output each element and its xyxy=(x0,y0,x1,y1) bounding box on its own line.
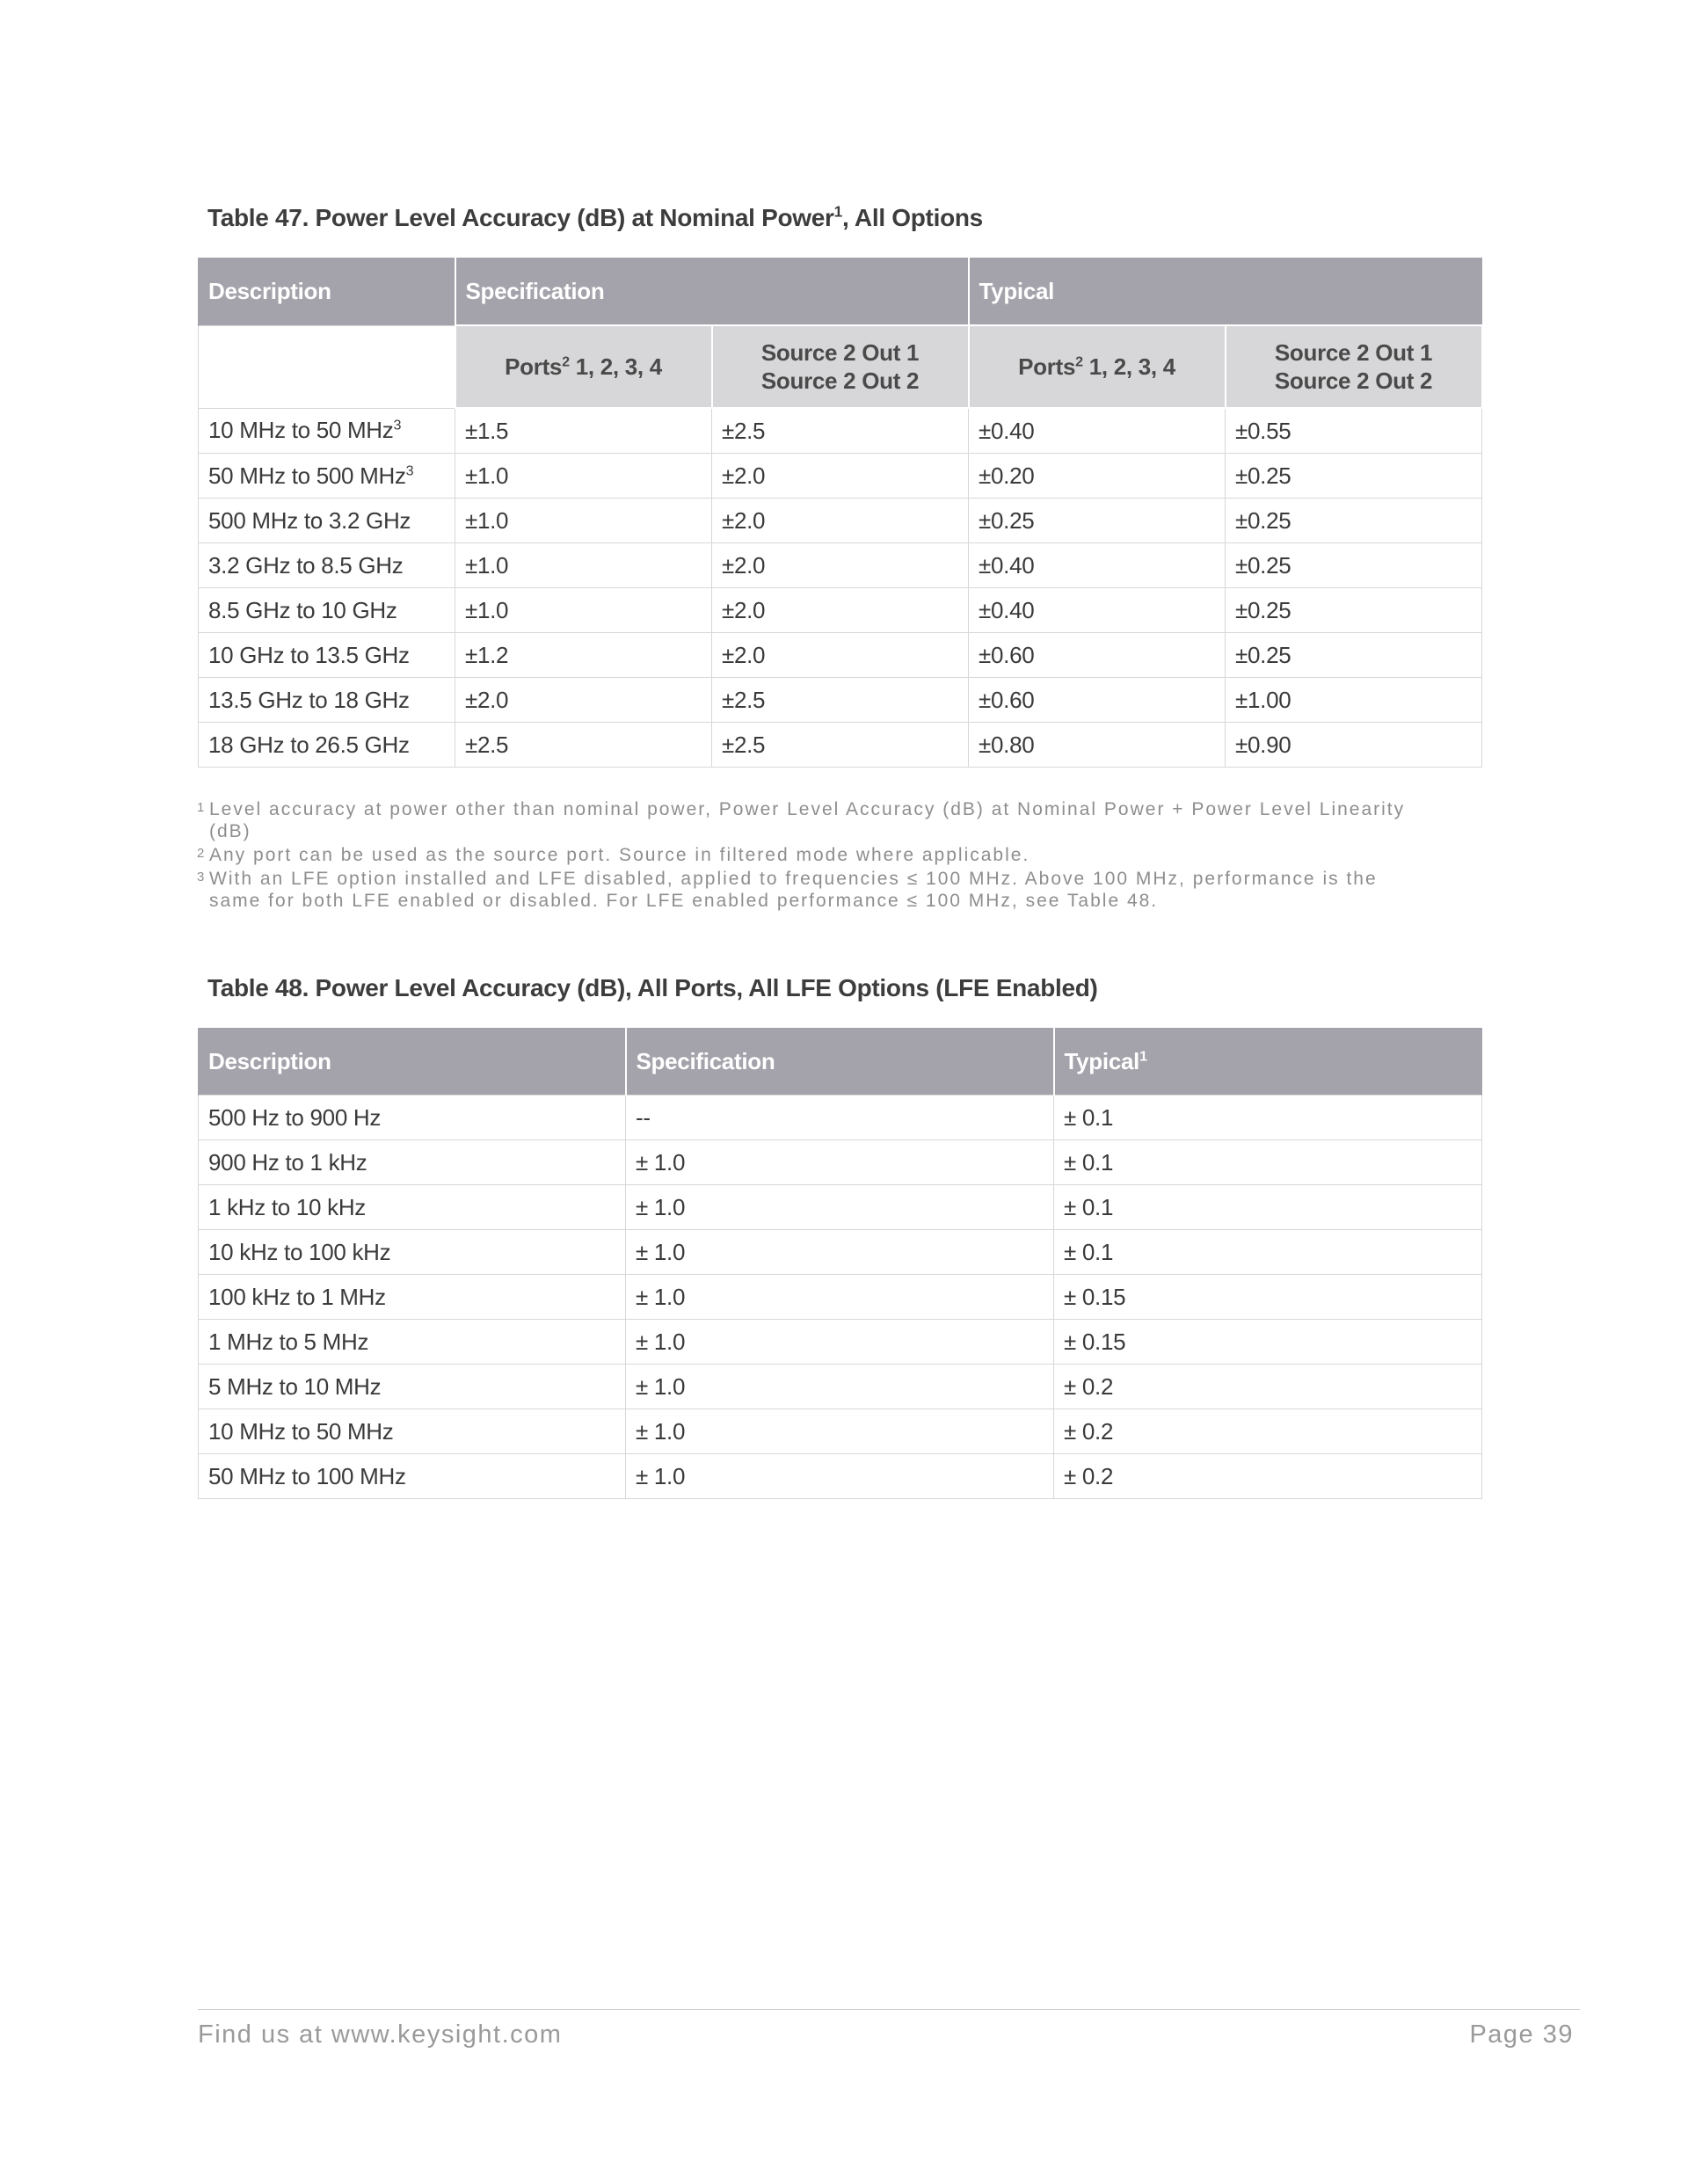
specification-cell: ± 1.0 xyxy=(626,1454,1054,1499)
source-line-2: Source 2 Out 2 xyxy=(1274,368,1433,394)
table-row xyxy=(199,1275,1482,1320)
description-cell: 50 MHz to 100 MHz xyxy=(199,1454,626,1499)
typ-ports-cell: ±0.60 xyxy=(969,633,1226,678)
spec-ports-cell: ±1.5 xyxy=(455,408,712,454)
spec-ports-cell: ±1.0 xyxy=(455,543,712,588)
footer-website-text: Find us at www.keysight.com xyxy=(198,2020,563,2049)
description-cell: 500 Hz to 900 Hz xyxy=(199,1096,626,1140)
typ-ports-cell: ±0.40 xyxy=(969,543,1226,588)
typ-source-cell: ±0.25 xyxy=(1226,588,1482,633)
specification-cell: ± 1.0 xyxy=(626,1320,1054,1365)
typical-cell: ± 0.1 xyxy=(1054,1140,1482,1185)
specification-cell: ± 1.0 xyxy=(626,1275,1054,1320)
description-cell: 900 Hz to 1 kHz xyxy=(199,1140,626,1185)
footnote-text: Level accuracy at power other than nominal power, Power Level Accuracy (dB) at Nominal Power + Power Level Linearity (dB) xyxy=(209,799,1406,841)
description-cell xyxy=(199,723,455,768)
table-row xyxy=(199,543,1482,588)
ports-numbers: 1, 2, 3, 4 xyxy=(569,353,662,380)
specification-cell: ± 1.0 xyxy=(626,1409,1054,1454)
typical-cell: ± 0.1 xyxy=(1054,1185,1482,1230)
typical-footnote-ref: 1 xyxy=(1139,1047,1147,1064)
footnote xyxy=(197,797,1410,842)
typ-source-cell: ±0.90 xyxy=(1226,723,1482,768)
typ-source-cell: ±0.25 xyxy=(1226,543,1482,588)
table-row xyxy=(199,588,1482,633)
footnote-mark: 1 xyxy=(197,800,205,815)
table-row xyxy=(199,499,1482,543)
footer-page-number: Page 39 xyxy=(1469,2020,1574,2049)
table-47-subheader-spec-ports xyxy=(455,325,712,408)
table-47-subheader-blank xyxy=(199,325,455,408)
typ-source-cell: ±1.00 xyxy=(1226,678,1482,723)
source-line-1: Source 2 Out 1 xyxy=(760,339,920,366)
specification-cell: ± 1.0 xyxy=(626,1140,1054,1185)
table-47-title xyxy=(207,204,983,232)
specification-cell: ± 1.0 xyxy=(626,1185,1054,1230)
footnote-text: Any port can be used as the source port. Source in filtered mode where applicable. xyxy=(209,845,1030,865)
typical-cell: ± 0.15 xyxy=(1054,1275,1482,1320)
typ-source-cell: ±0.25 xyxy=(1226,633,1482,678)
description-cell xyxy=(199,499,455,543)
spec-source-cell: ±2.5 xyxy=(712,723,969,768)
typ-ports-cell: ±0.20 xyxy=(969,454,1226,499)
table-row xyxy=(199,408,1482,454)
table-row xyxy=(199,678,1482,723)
description-text: 8.5 GHz to 10 GHz xyxy=(208,596,397,623)
typical-cell: ± 0.1 xyxy=(1054,1096,1482,1140)
description-cell: 10 MHz to 50 MHz xyxy=(199,1409,626,1454)
typical-cell: ± 0.1 xyxy=(1054,1230,1482,1275)
table-row xyxy=(199,1185,1482,1230)
description-cell xyxy=(199,454,455,499)
table-48-body xyxy=(199,1096,1482,1499)
typ-ports-cell: ±0.40 xyxy=(969,408,1226,454)
spec-ports-cell: ±1.0 xyxy=(455,454,712,499)
table-row xyxy=(199,1320,1482,1365)
spec-source-cell: ±2.0 xyxy=(712,633,969,678)
footnote xyxy=(197,842,1410,866)
typ-ports-cell: ±0.80 xyxy=(969,723,1226,768)
table-47-subheader-typ-ports xyxy=(969,325,1226,408)
table-48-header-typical xyxy=(1054,1028,1482,1096)
typical-cell: ± 0.2 xyxy=(1054,1409,1482,1454)
specification-cell: -- xyxy=(626,1096,1054,1140)
spec-ports-cell: ±1.2 xyxy=(455,633,712,678)
typ-source-cell: ±0.25 xyxy=(1226,454,1482,499)
ports-numbers: 1, 2, 3, 4 xyxy=(1082,353,1175,380)
spec-source-cell: ±2.0 xyxy=(712,499,969,543)
table-47-subheader-row xyxy=(199,325,1482,408)
description-cell xyxy=(199,633,455,678)
spec-ports-cell: ±2.0 xyxy=(455,678,712,723)
table-47-body xyxy=(199,408,1482,768)
table-row xyxy=(199,1140,1482,1185)
spec-ports-cell: ±1.0 xyxy=(455,588,712,633)
table-47 xyxy=(198,258,1483,768)
table-48-header-row xyxy=(199,1028,1482,1096)
footer-divider xyxy=(198,2009,1580,2010)
table-row xyxy=(199,454,1482,499)
description-text: 10 MHz to 50 MHz xyxy=(208,417,394,444)
table-47-footnotes xyxy=(197,797,1410,912)
footnote-ref: 3 xyxy=(405,462,414,478)
typical-cell: ± 0.2 xyxy=(1054,1365,1482,1409)
spec-source-cell: ±2.5 xyxy=(712,408,969,454)
ports-label: Ports xyxy=(505,353,563,380)
table-48-title: Table 48. Power Level Accuracy (dB), All Ports, All LFE Options (LFE Enabled) xyxy=(207,974,1098,1001)
footnote xyxy=(197,866,1410,912)
spec-ports-cell: ±2.5 xyxy=(455,723,712,768)
ports-footnote-ref: 2 xyxy=(1075,353,1083,370)
description-cell xyxy=(199,678,455,723)
table-47-header-row xyxy=(199,258,1482,325)
table-47-header-typical: Typical xyxy=(969,258,1482,325)
typ-ports-cell: ±0.40 xyxy=(969,588,1226,633)
ports-label: Ports xyxy=(1018,353,1076,380)
table-47-title-footnote-ref: 1 xyxy=(833,202,842,221)
description-cell: 1 MHz to 5 MHz xyxy=(199,1320,626,1365)
description-cell: 10 kHz to 100 kHz xyxy=(199,1230,626,1275)
description-text: 18 GHz to 26.5 GHz xyxy=(208,731,410,758)
table-48-header-specification: Specification xyxy=(626,1028,1054,1096)
description-cell xyxy=(199,408,455,454)
description-cell: 5 MHz to 10 MHz xyxy=(199,1365,626,1409)
footnote-text: With an LFE option installed and LFE disabled, applied to frequencies ≤ 100 MHz. Above 100 MHz, performance is the same for both LFE enabled or disabled. For LFE enabled performance ≤ 100 MHz, see Table 48. xyxy=(209,869,1378,911)
description-text: 50 MHz to 500 MHz xyxy=(208,462,406,489)
spec-source-cell: ±2.5 xyxy=(712,678,969,723)
description-cell: 100 kHz to 1 MHz xyxy=(199,1275,626,1320)
spec-source-cell: ±2.0 xyxy=(712,454,969,499)
typical-label: Typical xyxy=(1064,1047,1140,1074)
table-47-title-text: Table 47. Power Level Accuracy (dB) at Nominal Power xyxy=(207,204,834,231)
description-text: 500 MHz to 3.2 GHz xyxy=(208,506,411,534)
specification-cell: ± 1.0 xyxy=(626,1365,1054,1409)
table-row xyxy=(199,1230,1482,1275)
ports-footnote-ref: 2 xyxy=(562,353,570,370)
table-47-header-description: Description xyxy=(199,258,455,325)
typ-source-cell: ±0.25 xyxy=(1226,499,1482,543)
table-row xyxy=(199,633,1482,678)
description-text: 10 GHz to 13.5 GHz xyxy=(208,641,410,668)
typ-ports-cell: ±0.25 xyxy=(969,499,1226,543)
typ-source-cell: ±0.55 xyxy=(1226,408,1482,454)
table-47-subheader-typ-source xyxy=(1226,325,1482,408)
footnote-mark: 2 xyxy=(197,846,205,861)
description-cell xyxy=(199,588,455,633)
table-48-header-description: Description xyxy=(199,1028,626,1096)
typical-cell: ± 0.15 xyxy=(1054,1320,1482,1365)
table-47-header-specification: Specification xyxy=(455,258,969,325)
description-cell: 1 kHz to 10 kHz xyxy=(199,1185,626,1230)
footnote-mark: 3 xyxy=(197,870,205,885)
table-row xyxy=(199,1454,1482,1499)
description-text: 3.2 GHz to 8.5 GHz xyxy=(208,551,404,579)
table-row xyxy=(199,723,1482,768)
table-48 xyxy=(198,1028,1482,1499)
typical-cell: ± 0.2 xyxy=(1054,1454,1482,1499)
table-47-title-suffix: , All Options xyxy=(842,204,983,231)
typ-ports-cell: ±0.60 xyxy=(969,678,1226,723)
footnote-ref: 3 xyxy=(393,417,402,433)
source-line-2: Source 2 Out 2 xyxy=(760,368,920,394)
source-line-1: Source 2 Out 1 xyxy=(1274,339,1433,366)
description-cell xyxy=(199,543,455,588)
spec-source-cell: ±2.0 xyxy=(712,588,969,633)
description-text: 13.5 GHz to 18 GHz xyxy=(208,686,410,713)
table-row xyxy=(199,1096,1482,1140)
spec-source-cell: ±2.0 xyxy=(712,543,969,588)
spec-ports-cell: ±1.0 xyxy=(455,499,712,543)
table-row xyxy=(199,1409,1482,1454)
table-row xyxy=(199,1365,1482,1409)
specification-cell: ± 1.0 xyxy=(626,1230,1054,1275)
table-47-subheader-spec-source xyxy=(712,325,969,408)
